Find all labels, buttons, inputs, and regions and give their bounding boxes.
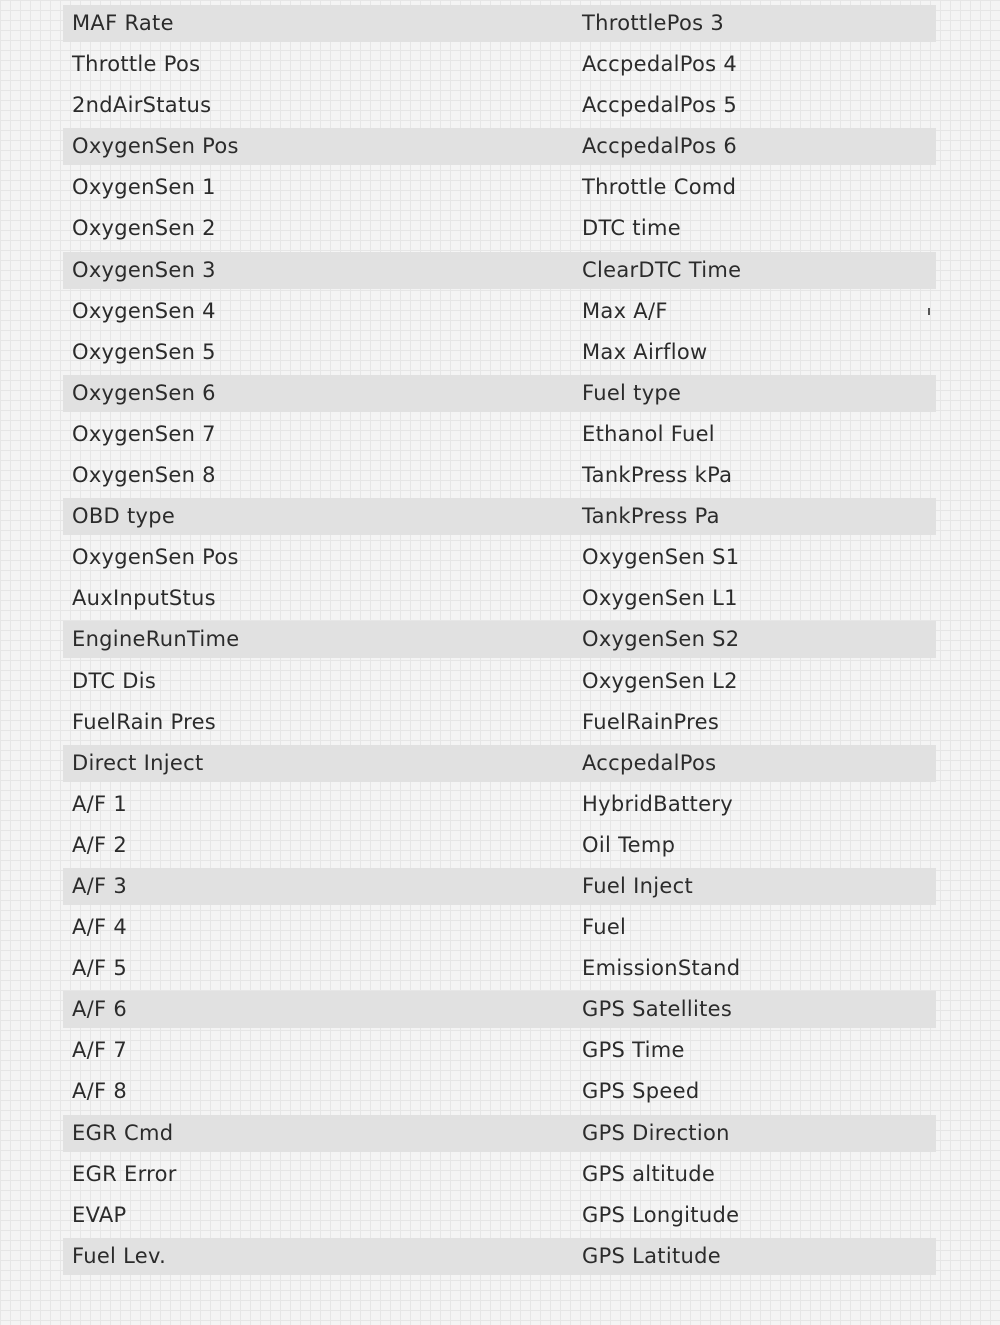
parameter-name-left: A/F 7 (72, 1038, 128, 1063)
table-row (63, 1073, 936, 1110)
parameter-name-right: AccpedalPos 5 (582, 93, 738, 118)
parameter-name-right: Oil Temp (582, 832, 676, 857)
parameter-name-right: HybridBattery (582, 791, 733, 816)
table-row (63, 580, 936, 617)
table-row (63, 991, 936, 1028)
parameter-name-left: Throttle Pos (72, 52, 201, 77)
parameter-name-left: FuelRain Pres (72, 709, 217, 734)
table-row (63, 375, 936, 412)
table-row (63, 827, 936, 864)
parameter-name-right: Throttle Comd (582, 175, 737, 200)
table-row (63, 909, 936, 946)
table-row (63, 169, 936, 206)
parameter-name-left: OxygenSen 3 (72, 257, 216, 282)
table-row (63, 210, 936, 247)
table-row (63, 704, 936, 741)
parameter-name-right: Fuel (582, 915, 627, 940)
parameter-name-left: A/F 8 (72, 1079, 128, 1104)
table-row (63, 539, 936, 576)
parameter-name-left: A/F 4 (72, 915, 128, 940)
parameter-name-right: GPS Satellites (582, 997, 733, 1022)
parameter-name-left: EGR Error (72, 1161, 177, 1186)
table-row (63, 87, 936, 124)
parameter-name-right: GPS altitude (582, 1161, 716, 1186)
parameter-name-left: DTC Dis (72, 668, 157, 693)
parameter-name-left: OxygenSen Pos (72, 134, 239, 159)
parameter-name-right: ThrottlePos 3 (582, 11, 725, 35)
parameter-name-right: Max A/F (582, 298, 668, 323)
parameter-name-right: AccpedalPos 6 (582, 134, 738, 159)
parameter-name-left: MAF Rate (72, 11, 174, 35)
parameter-name-right: GPS Time (582, 1038, 685, 1063)
parameter-name-left: EGR Cmd (72, 1120, 174, 1145)
parameter-name-right: GPS Speed (582, 1079, 700, 1104)
parameter-name-left: A/F 1 (72, 791, 128, 816)
parameter-name-left: A/F 5 (72, 956, 128, 981)
parameter-name-left: AuxInputStus (72, 586, 216, 611)
parameter-name-left: OxygenSen 7 (72, 421, 216, 446)
table-row (63, 1032, 936, 1069)
parameter-name-left: 2ndAirStatus (72, 93, 212, 118)
table-row (63, 745, 936, 782)
table-row (63, 950, 936, 987)
parameter-name-right: Fuel Inject (582, 873, 694, 898)
table-row (63, 293, 936, 330)
table-row (63, 334, 936, 371)
parameter-table (63, 5, 936, 1279)
table-row (63, 663, 936, 700)
parameter-name-right: Ethanol Fuel (582, 421, 715, 446)
table-row (63, 128, 936, 165)
parameter-name-left: A/F 2 (72, 832, 128, 857)
parameter-name-right: GPS Longitude (582, 1202, 740, 1227)
parameter-name-right: GPS Latitude (582, 1243, 721, 1268)
table-row (63, 252, 936, 289)
parameter-name-right: ClearDTC Time (582, 257, 742, 282)
table-row (63, 457, 936, 494)
parameter-name-left: A/F 6 (72, 997, 128, 1022)
table-row (63, 416, 936, 453)
table-row (63, 1238, 936, 1275)
parameter-name-right: TankPress Pa (582, 504, 720, 529)
parameter-name-right: Max Airflow (582, 339, 708, 364)
parameter-name-left: Direct Inject (72, 750, 204, 775)
parameter-name-right: OxygenSen S1 (582, 545, 740, 570)
parameter-name-left: OxygenSen 8 (72, 463, 216, 488)
parameter-name-left: Fuel Lev. (72, 1243, 167, 1268)
table-row (63, 1197, 936, 1234)
parameter-name-left: A/F 3 (72, 873, 128, 898)
table-row (63, 868, 936, 905)
parameter-name-left: OxygenSen 1 (72, 175, 216, 200)
table-row (63, 1156, 936, 1193)
table-row (63, 498, 936, 535)
parameter-name-right: AccpedalPos 4 (582, 52, 738, 77)
table-row (63, 5, 936, 42)
table-row (63, 46, 936, 83)
parameter-name-left: OxygenSen 4 (72, 298, 216, 323)
parameter-name-left: OxygenSen 6 (72, 380, 216, 405)
parameter-name-left: OxygenSen 2 (72, 216, 216, 241)
edge-mark (928, 308, 930, 315)
parameter-name-right: OxygenSen L2 (582, 668, 738, 693)
parameter-name-right: GPS Direction (582, 1120, 730, 1145)
parameter-name-right: Fuel type (582, 380, 682, 405)
parameter-name-right: AccpedalPos (582, 750, 717, 775)
table-row (63, 1115, 936, 1152)
parameter-name-right: FuelRainPres (582, 709, 720, 734)
parameter-name-left: EVAP (72, 1202, 127, 1227)
parameter-name-right: OxygenSen L1 (582, 586, 738, 611)
parameter-name-right: OxygenSen S2 (582, 627, 740, 652)
table-row (63, 621, 936, 658)
parameter-name-right: TankPress kPa (582, 463, 733, 488)
parameter-name-right: EmissionStand (582, 956, 741, 981)
parameter-name-left: OxygenSen 5 (72, 339, 216, 364)
parameter-name-left: OxygenSen Pos (72, 545, 239, 570)
parameter-name-left: OBD type (72, 504, 176, 529)
parameter-name-left: EngineRunTime (72, 627, 240, 652)
parameter-name-right: DTC time (582, 216, 681, 241)
table-row (63, 786, 936, 823)
